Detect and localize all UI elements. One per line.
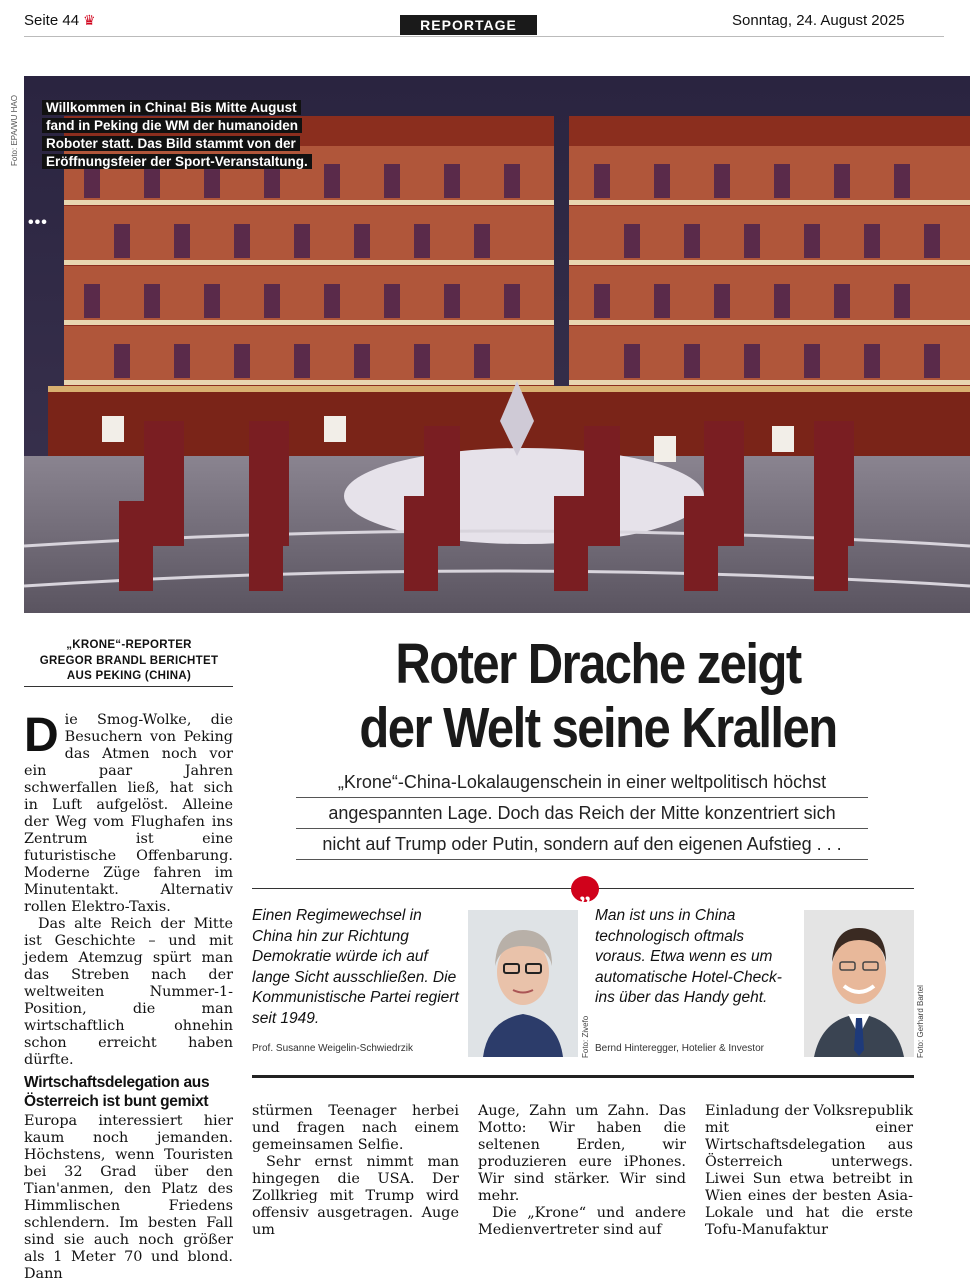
portrait-1-credit: Foto: Zivefo [581,1015,590,1058]
quote-1-text: Einen Regimewechsel in China hin zur Richtung Demokratie würde ich auf lange Sicht ausschließen. Die Kommunistische Partei regiert seit 1949. [252,907,459,1027]
paragraph: Europa interessiert hier kaum noch jemanden. Höchstens, wenn Touristen bei 32 Grad über den Tian'anmen, den Platz des Himmlischen Friedens schlendern. Im besten Fall sind sie auch noch größer als 1 Meter 70 und blond. Dann [24,1113,233,1282]
byline-divider [24,686,233,687]
caption-line: Roboter statt. Das Bild stammt von der [42,136,300,151]
header-divider [24,36,944,37]
subheadline-line: „Krone“-China-Lokalaugenschein in einer weltpolitisch höchst [296,767,868,798]
byline-line: AUS PEKING (CHINA) [66,670,192,682]
article-column-4 [705,1103,913,1239]
headline-line: der Welt seine Krallen [359,696,837,760]
article-column-2 [252,1103,459,1239]
page-number-text: Seite 44 [24,12,80,29]
issue-date: Sonntag, 24. August 2025 [732,12,905,29]
paragraph: stürmen Teenager herbei und fragen nach einem gemeinsamen Selfie. [252,1103,459,1153]
portrait-2-credit: Foto: Gerhard Bartel [916,985,925,1058]
headline-line: Roter Drache zeigt [395,632,801,696]
subheading: Wirtschaftsdelegation aus Österreich ist bunt gemixt [24,1074,210,1110]
quote-2-text: Man ist uns in China technologisch oftmals voraus. Etwa wenn es um automatische Hotel-Check-ins über das Handy geht. [595,907,782,1006]
byline-line: GREGOR BRANDL BERICHTET [39,654,219,667]
paragraph: Das alte Reich der Mitte ist Geschichte – und mit jedem Atemzug spürt man das Streben nach der weltweiten Nummer-1-Position, die man wirtschaftlich ohnehin schon erreicht haben dürfte. [24,916,233,1068]
paragraph: Einladung der Volksrepublik mit einer Wirtschaftsdelegation aus Österreich unterwegs. Liwei Sun etwa betreibt in Wien eines der besten Asia-Lokale und hat die erste Tofu-Manufaktur [705,1103,913,1238]
paragraph: Die „Krone“ und andere Medienvertreter sind auf [478,1205,686,1238]
subheadline [296,767,868,860]
headline [280,632,916,760]
section-label: REPORTAGE [400,15,537,35]
page-number [24,12,96,29]
photo-credit: Foto: EPA/WU HAO [10,95,19,166]
man-portrait-illustration [804,910,914,1057]
crown-icon: ♛ [83,12,96,28]
paragraph: Auge, Zahn um Zahn. Das Motto: Wir haben die seltenen Erden, wir produzieren eure iPhones. Wir sind stärker. Wir sind mehr. [478,1103,686,1204]
quote-1-author: Prof. Susanne Weigelin-Schwiedrzik [252,1043,414,1054]
subheadline-line: angespannten Lage. Doch das Reich der Mitte konzentriert sich [296,798,868,829]
article-column-3 [478,1103,686,1239]
drop-cap: D [24,709,59,762]
subheadline-line: nicht auf Trump oder Putin, sondern auf den eigenen Aufstieg . . . [296,829,868,860]
portrait-hinteregger [804,910,914,1057]
woman-portrait-illustration [468,910,578,1057]
paragraph: Sehr ernst nimmt man hingegen die USA. Der Zollkrieg mit Trump wird offensiv ausgetragen. Auge um [252,1154,459,1238]
article-column-1 [24,709,233,1283]
caption-line: Willkommen in China! Bis Mitte August [42,100,301,115]
caption-line: Eröffnungsfeier der Sport-Veranstaltung. [42,154,312,169]
quote-divider-bottom [252,1075,914,1078]
paragraph-text: ie Smog-Wolke, die Besuchern von Peking das Atmen noch vor ein paar Jahren schwerfallen ließ, hat sich in Luft aufgelöst. Alleine der Weg vom Flughafen ins Zentrum ist eine futuristische Offenbarung. Moderne Züge fahren im Minutentakt. Alternativ rollen Elektro-Taxis. [24,712,233,915]
more-dots: ••• [28,214,48,231]
byline [24,638,234,685]
quote-mark-icon: „ [571,876,599,902]
portrait-weigelin [468,910,578,1057]
paragraph [24,709,233,916]
byline-line: „KRONE“-REPORTER [66,639,192,651]
photo-caption [42,99,312,171]
caption-line: fand in Peking die WM der humanoiden [42,118,302,133]
quote-2-author: Bernd Hinteregger, Hotelier & Investor [595,1043,764,1054]
